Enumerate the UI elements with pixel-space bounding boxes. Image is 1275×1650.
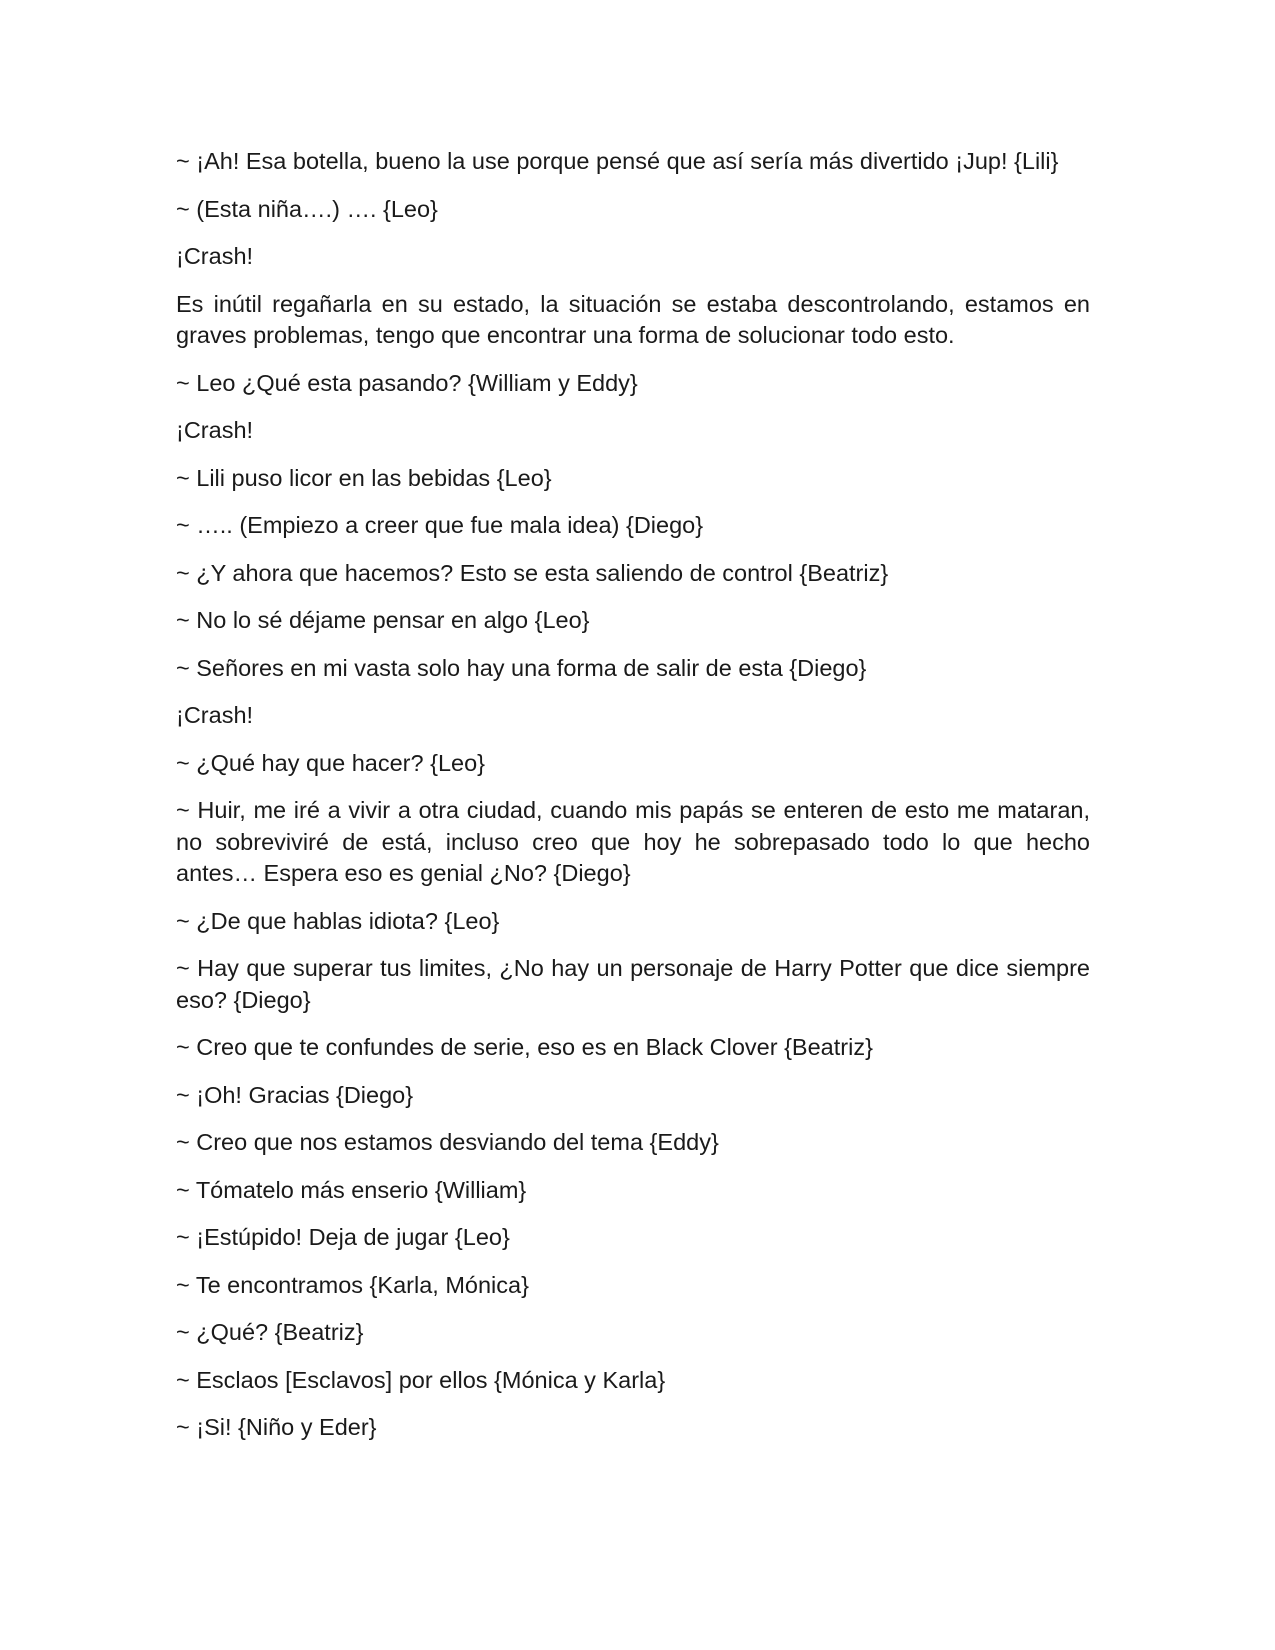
- dialogue-paragraph: Es inútil regañarla en su estado, la situación se estaba descontrolando, estamos en graves problemas, tengo que encontrar una forma de solucionar todo esto.: [176, 290, 1090, 348]
- dialogue-paragraph: ~ Tómatelo más enserio {William}: [176, 1176, 527, 1203]
- dialogue-paragraph: ~ Te encontramos {Karla, Mónica}: [176, 1271, 529, 1298]
- dialogue-paragraph: ~ ¡Oh! Gracias {Diego}: [176, 1081, 414, 1108]
- dialogue-paragraph: ~ ¿Qué hay que hacer? {Leo}: [176, 749, 485, 776]
- dialogue-paragraph: ~ Leo ¿Qué esta pasando? {William y Eddy}: [176, 369, 638, 396]
- dialogue-paragraph: ~ Lili puso licor en las bebidas {Leo}: [176, 464, 552, 491]
- dialogue-paragraph: ~ Señores en mi vasta solo hay una forma de salir de esta {Diego}: [176, 654, 867, 681]
- dialogue-paragraph: ~ Creo que te confundes de serie, eso es en Black Clover {Beatriz}: [176, 1034, 873, 1060]
- dialogue-paragraph: ¡Crash!: [176, 243, 254, 269]
- dialogue-paragraph: ~ Esclaos [Esclavos] por ellos {Mónica y Karla}: [176, 1366, 666, 1393]
- dialogue-paragraph: ~ ¿Y ahora que hacemos? Esto se esta saliendo de control {Beatriz}: [176, 559, 889, 586]
- dialogue-paragraph: ~ ¿De que hablas idiota? {Leo}: [176, 907, 500, 934]
- dialogue-paragraph: ~ ¡Si! {Niño y Eder}: [176, 1414, 377, 1440]
- dialogue-paragraph: ~ Creo que nos estamos desviando del tema {Eddy}: [176, 1129, 719, 1155]
- dialogue-paragraph: ¡Crash!: [176, 702, 254, 728]
- dialogue-paragraph: ~ No lo sé déjame pensar en algo {Leo}: [176, 607, 590, 633]
- dialogue-paragraph: ¡Crash!: [176, 417, 254, 443]
- dialogue-paragraph: ~ ¡Ah! Esa botella, bueno la use porque pensé que así sería más divertido ¡Jup! {Lili}: [176, 148, 1059, 174]
- dialogue-paragraph: ~ ¡Estúpido! Deja de jugar {Leo}: [176, 1224, 510, 1250]
- document-body: [176, 146, 1090, 1460]
- dialogue-paragraph: ~ (Esta niña….) …. {Leo}: [176, 195, 438, 222]
- dialogue-paragraph: ~ Huir, me iré a vivir a otra ciudad, cuando mis papás se enteren de esto me mataran, no sobreviviré de está, incluso creo que hoy he sobrepasado todo lo que hecho antes… Espera eso es genial ¿No? {Diego}: [176, 797, 1090, 886]
- dialogue-paragraph: ~ ¿Qué? {Beatriz}: [176, 1319, 364, 1345]
- dialogue-paragraph: ~ ….. (Empiezo a creer que fue mala idea) {Diego}: [176, 512, 704, 538]
- dialogue-paragraph: ~ Hay que superar tus limites, ¿No hay un personaje de Harry Potter que dice siempre eso? {Diego}: [176, 955, 1090, 1013]
